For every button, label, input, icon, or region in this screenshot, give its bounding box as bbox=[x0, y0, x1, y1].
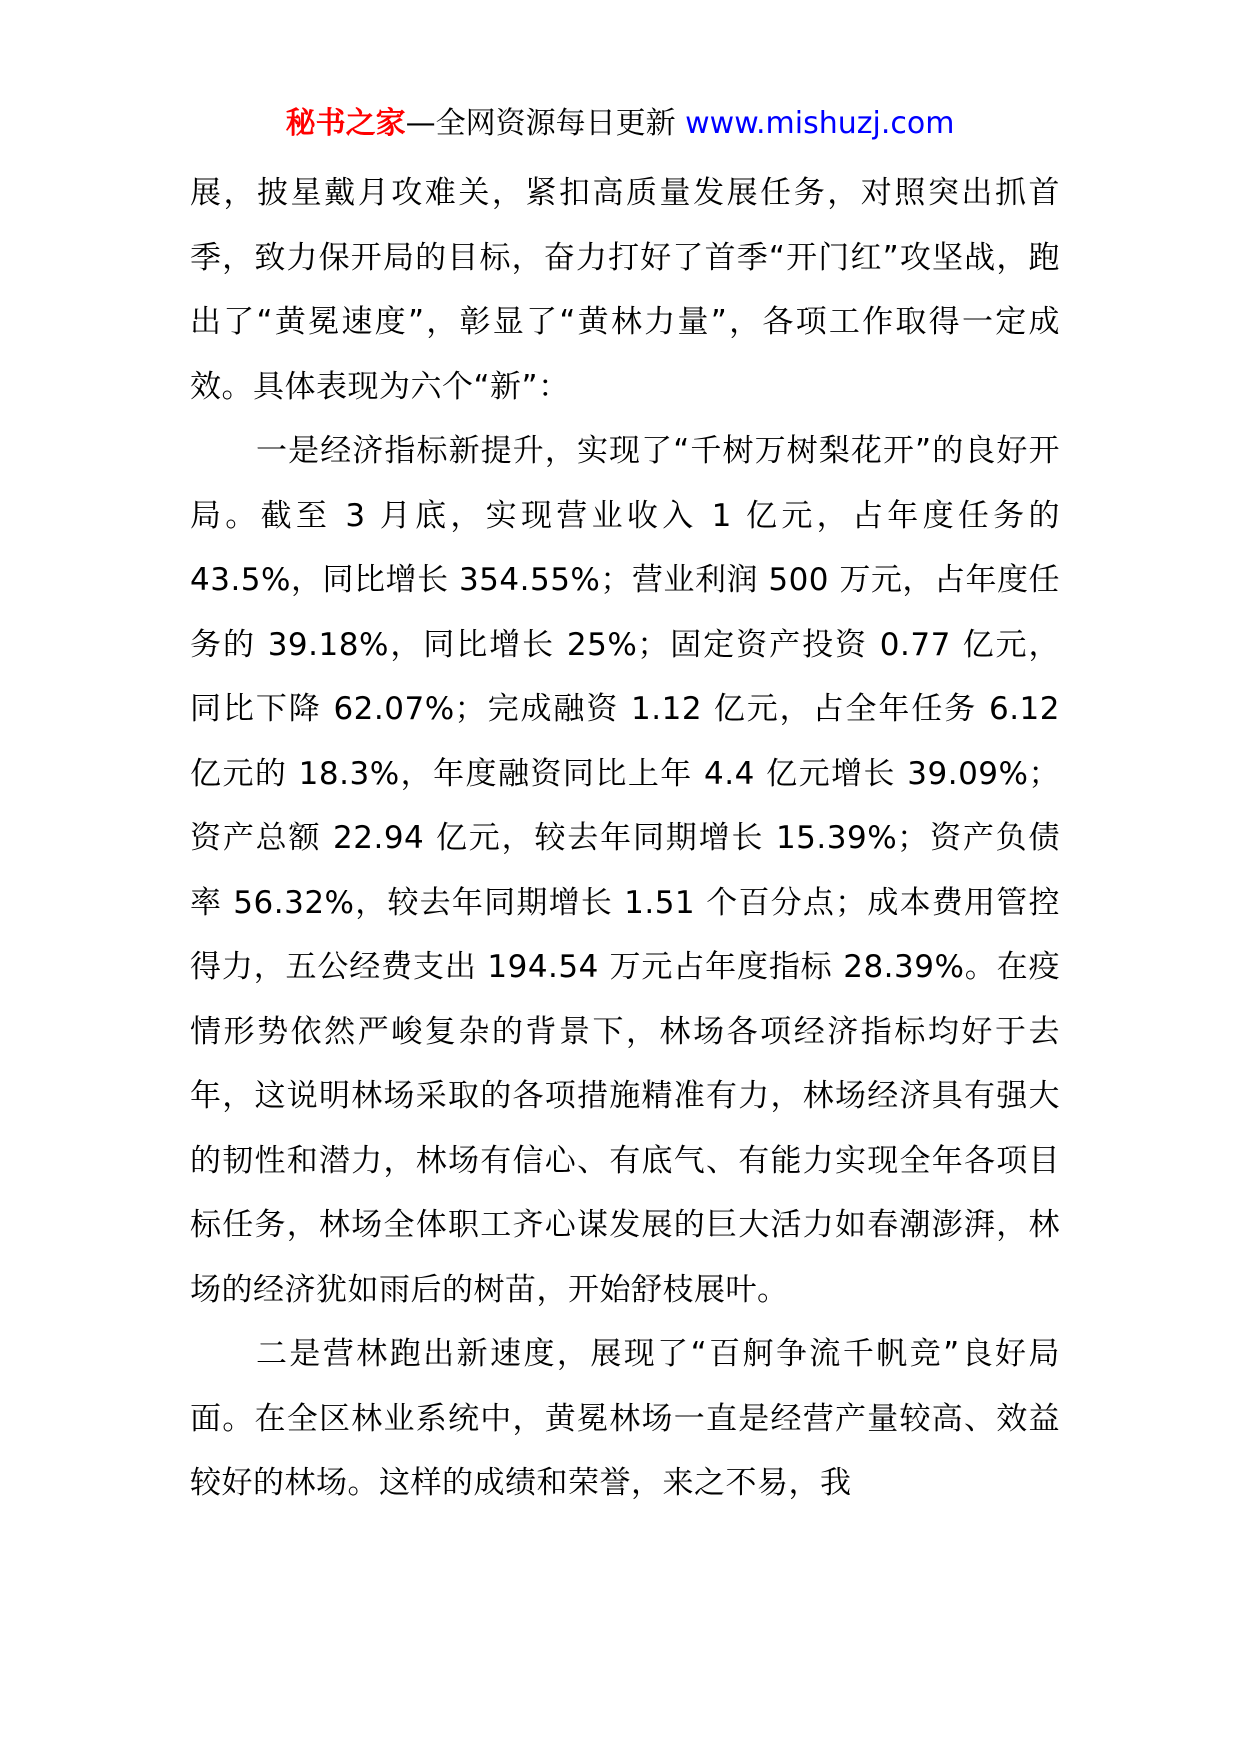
document-body bbox=[190, 161, 1060, 1516]
site-url-link[interactable]: www.mishuzj.com bbox=[685, 106, 955, 141]
page-header bbox=[0, 104, 1240, 144]
paragraph-continued: 展，披星戴月攻难关，紧扣高质量发展任务，对照突出抓首季，致力保开局的目标，奋力打好了首季“开门红”攻坚战，跑出了“黄冕速度”，彰显了“黄林力量”，各项工作取得一定成效。具体表现为六个“新”： bbox=[190, 175, 1060, 405]
paragraph-economic-indicators: 一是经济指标新提升，实现了“千树万树梨花开”的良好开局。截至 3 月底，实现营业收入 1 亿元，占年度任务的 43.5%，同比增长 354.55%；营业利润 500 万元，占年度任务的 39.18%，同比增长 25%；固定资产投资 0.77 亿元，同比下降 62.07%；完成融资 1.12 亿元，占全年任务 6.12 亿元的 18.3%，年度融资同比上年 4.4 亿元增长 39.09%；资产总额 22.94 亿元，较去年同期增长 15.39%；资产负债率 56.32%，较去年同期增长 1.51 个百分点；成本费用管控得力，五公经费支出 194.54 万元占年度指标 28.39%。在疫情形势依然严峻复杂的背景下，林场各项经济指标均好于去年，这说明林场采取的各项措施精准有力，林场经济具有强大的韧性和潜力，林场有信心、有底气、有能力实现全年各项目标任务，林场全体职工齐心谋发展的巨大活力如春潮澎湃，林场的经济犹如雨后的树苗，开始舒枝展叶。 bbox=[190, 433, 1060, 1308]
header-slogan: —全网资源每日更新 bbox=[405, 106, 676, 141]
paragraph-forestry-speed: 二是营林跑出新速度，展现了“百舸争流千帆竞”良好局面。在全区林业系统中，黄冕林场一直是经营产量较高、效益较好的林场。这样的成绩和荣誉，来之不易，我 bbox=[190, 1336, 1060, 1501]
brand-name: 秘书之家 bbox=[285, 106, 406, 141]
